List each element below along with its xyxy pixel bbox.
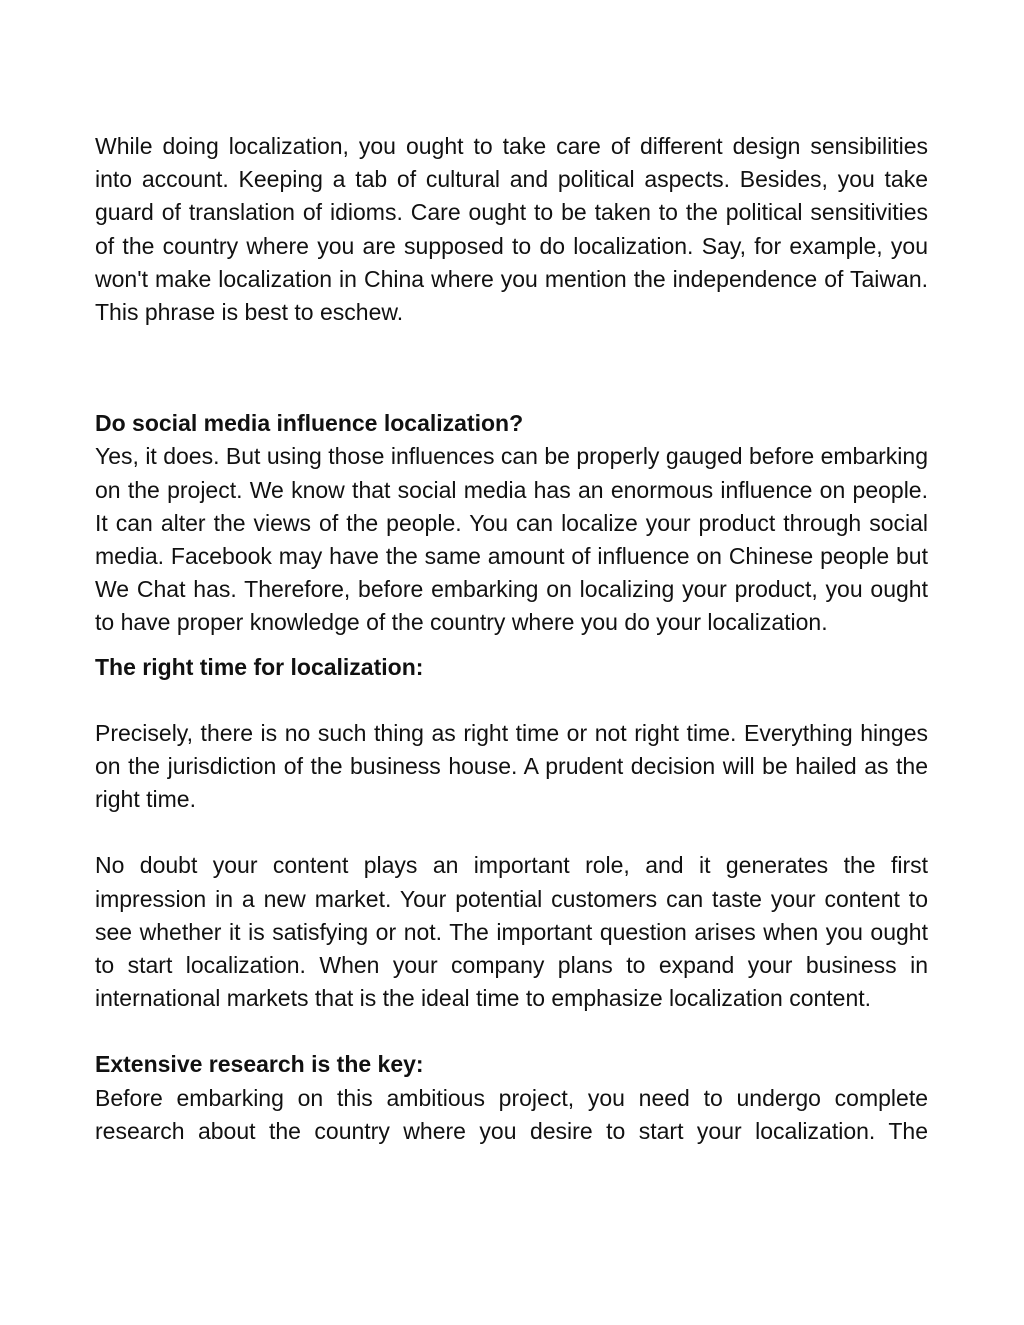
spacer: [95, 816, 928, 849]
paragraph-social-media: Yes, it does. But using those influences can be properly gauged before embarking on the project. We know that social media has an enormous influence on people. It can alter the views of the people. You can localize your product through social media. Facebook may have the same amount of influence on Chinese people but We Chat has. Therefore, before embarking on localizing your product, you ought to have proper knowledge of the country where you do your localization.: [95, 443, 928, 636]
paragraph-right-time-1: Precisely, there is no such thing as right time or not right time. Everything hinges on the jurisdiction of the business house. A prudent decision will be hailed as the right time.: [95, 719, 928, 813]
heading-research: Extensive research is the key:: [95, 1051, 424, 1078]
spacer: [95, 684, 928, 717]
paragraph-right-time-2: No doubt your content plays an important role, and it generates the first impression in a new market. Your potential customers can taste your content to see whether it is satisfying or not. The important question arises when you ought to start localization. When your company plans to expand your business in international markets that is the ideal time to emphasize localization content.: [95, 852, 928, 1012]
heading-right-time: The right time for localization:: [95, 653, 424, 680]
paragraph-research: Before embarking on this ambitious project, you need to undergo complete research about the country where you desire to start your localization. The: [95, 1084, 928, 1144]
spacer: [95, 640, 928, 651]
document-page: [95, 130, 928, 1148]
spacer: [95, 329, 928, 407]
spacer: [95, 1015, 928, 1048]
heading-social-media: Do social media influence localization?: [95, 410, 524, 437]
intro-paragraph: While doing localization, you ought to take care of different design sensibilities into account. Keeping a tab of cultural and political aspects. Besides, you take guard of translation of idioms. Care ought to be taken to the political sensitivities of the country where you are supposed to do localization. Say, for example, you won't make localization in China where you mention the independence of Taiwan. This phrase is best to eschew.: [95, 133, 928, 326]
